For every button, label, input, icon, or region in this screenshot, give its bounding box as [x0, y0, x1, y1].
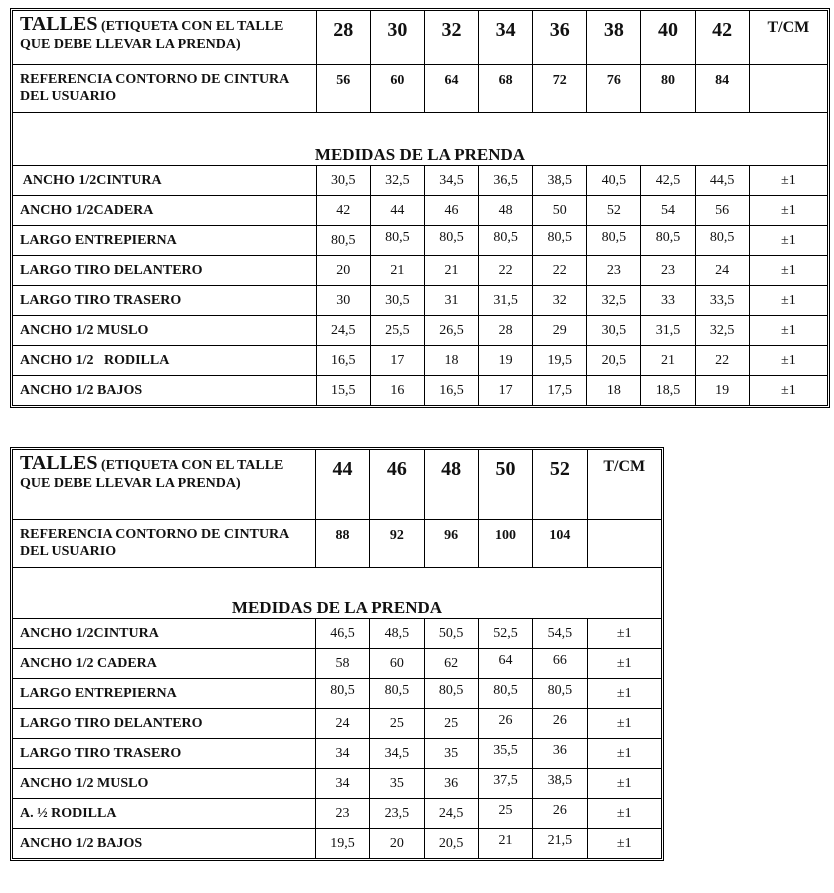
- measurement-value: 62: [425, 649, 479, 679]
- size-header: 28: [317, 10, 371, 65]
- measurement-value: 16: [371, 376, 425, 406]
- measurement-value: 38,5: [533, 165, 587, 196]
- measurement-value: 34: [316, 769, 370, 799]
- measurement-value: 22: [479, 256, 533, 286]
- measurement-value: 23: [641, 256, 695, 286]
- measurement-value: 52: [587, 196, 641, 226]
- measurement-label: ANCHO 1/2 BAJOS: [12, 829, 316, 859]
- measurement-value: 48: [479, 196, 533, 226]
- measurement-label: ANCHO 1/2 CADERA: [12, 649, 316, 679]
- measurement-label: LARGO ENTREPIERNA: [12, 226, 317, 256]
- measurement-value: 23: [587, 256, 641, 286]
- measurement-value: 30,5: [371, 286, 425, 316]
- measurement-value: 19,5: [533, 346, 587, 376]
- measurement-value: 64: [479, 649, 533, 679]
- talles-subtitle: (ETIQUETA CON EL TALLE QUE DEBE LLEVAR LA PRENDA): [20, 19, 284, 52]
- measurement-row: [12, 346, 828, 376]
- measurement-row: [12, 286, 828, 316]
- measurement-value: 30,5: [587, 316, 641, 346]
- size-table-2-grid: [12, 449, 662, 859]
- tolerance-value: ±1: [750, 165, 828, 196]
- size-header: 50: [479, 449, 533, 520]
- measurement-value: 37,5: [479, 769, 533, 799]
- measurement-value: 35: [370, 769, 424, 799]
- reference-value: 80: [641, 65, 695, 113]
- measurement-value: 20,5: [425, 829, 479, 859]
- measurement-value: 15,5: [317, 376, 371, 406]
- measurement-value: 50: [533, 196, 587, 226]
- size-table-1-grid: [12, 10, 828, 406]
- size-header: 34: [479, 10, 533, 65]
- talles-title: TALLES: [20, 13, 98, 35]
- reference-value: 68: [479, 65, 533, 113]
- measurement-row: [12, 769, 662, 799]
- measurement-value: 46,5: [316, 618, 370, 649]
- measurement-value: 18: [425, 346, 479, 376]
- measurement-value: 54: [641, 196, 695, 226]
- measurement-value: 80,5: [479, 226, 533, 256]
- size-header: 40: [641, 10, 695, 65]
- measurement-value: 31: [425, 286, 479, 316]
- measurement-value: 34: [316, 739, 370, 769]
- reference-tolerance-empty: [588, 520, 663, 568]
- tolerance-value: ±1: [750, 226, 828, 256]
- measurement-value: 22: [696, 346, 750, 376]
- measurement-value: 36,5: [479, 165, 533, 196]
- tolerance-value: ±1: [750, 256, 828, 286]
- measurement-value: 32,5: [371, 165, 425, 196]
- measurement-label: ANCHO 1/2CINTURA: [12, 165, 317, 196]
- measurement-row: [12, 165, 828, 196]
- tolerance-value: ±1: [750, 316, 828, 346]
- size-header: 36: [533, 10, 587, 65]
- measurement-value: 26: [479, 709, 533, 739]
- measurement-value: 46: [425, 196, 479, 226]
- tolerance-header: T/CM: [588, 449, 663, 520]
- measurement-value: 19: [696, 376, 750, 406]
- tolerance-value: ±1: [588, 649, 663, 679]
- measurement-value: 80,5: [533, 226, 587, 256]
- size-header: 30: [371, 10, 425, 65]
- size-header: 46: [370, 449, 424, 520]
- measurement-value: 80,5: [371, 226, 425, 256]
- talles-subtitle: (ETIQUETA CON EL TALLE QUE DEBE LLEVAR LA PRENDA): [20, 458, 284, 491]
- section-row: [12, 568, 662, 618]
- measurement-value: 35: [425, 739, 479, 769]
- reference-value: 64: [425, 65, 479, 113]
- measurement-value: 30,5: [317, 165, 371, 196]
- tolerance-value: ±1: [588, 739, 663, 769]
- measurement-value: 34,5: [425, 165, 479, 196]
- size-header: 32: [425, 10, 479, 65]
- measurement-row: [12, 799, 662, 829]
- reference-value: 60: [371, 65, 425, 113]
- measurement-value: 18: [587, 376, 641, 406]
- measurement-value: 25: [425, 709, 479, 739]
- measurement-label: LARGO TIRO DELANTERO: [12, 709, 316, 739]
- measurement-value: 54,5: [533, 618, 587, 649]
- reference-value: 88: [316, 520, 370, 568]
- measurement-label: LARGO TIRO DELANTERO: [12, 256, 317, 286]
- measurement-value: 21: [479, 829, 533, 859]
- measurement-value: 26: [533, 709, 587, 739]
- section-row: [12, 113, 828, 165]
- reference-tolerance-empty: [750, 65, 828, 113]
- measurement-row: [12, 256, 828, 286]
- measurement-value: 18,5: [641, 376, 695, 406]
- tolerance-value: ±1: [588, 799, 663, 829]
- measurement-value: 17: [479, 376, 533, 406]
- tolerance-value: ±1: [750, 376, 828, 406]
- measurement-value: 42,5: [641, 165, 695, 196]
- measurement-value: 66: [533, 649, 587, 679]
- measurement-value: 22: [533, 256, 587, 286]
- measurement-row: [12, 196, 828, 226]
- measurement-value: 23: [316, 799, 370, 829]
- reference-value: 92: [370, 520, 424, 568]
- measurement-value: 20,5: [587, 346, 641, 376]
- size-header: 38: [587, 10, 641, 65]
- measurement-label: LARGO TIRO TRASERO: [12, 739, 316, 769]
- measurement-value: 34,5: [370, 739, 424, 769]
- measurement-value: 80,5: [425, 226, 479, 256]
- measurement-value: 80,5: [533, 679, 587, 709]
- size-header: 48: [425, 449, 479, 520]
- measurement-value: 42: [317, 196, 371, 226]
- measurement-value: 26: [533, 799, 587, 829]
- measurement-value: 80,5: [641, 226, 695, 256]
- reference-value: 96: [425, 520, 479, 568]
- measurement-value: 28: [479, 316, 533, 346]
- measurement-label: A. ½ RODILLA: [12, 799, 316, 829]
- measurement-value: 80,5: [696, 226, 750, 256]
- measurement-value: 29: [533, 316, 587, 346]
- measurement-label: ANCHO 1/2CADERA: [12, 196, 317, 226]
- reference-value: 84: [696, 65, 750, 113]
- talles-title: TALLES: [20, 452, 98, 474]
- measurement-label: LARGO ENTREPIERNA: [12, 679, 316, 709]
- measurement-value: 56: [696, 196, 750, 226]
- measurement-value: 24,5: [317, 316, 371, 346]
- header-row: [12, 10, 828, 65]
- measurement-value: 30: [317, 286, 371, 316]
- size-header: 52: [533, 449, 587, 520]
- reference-value: 56: [317, 65, 371, 113]
- reference-value: 104: [533, 520, 587, 568]
- measurement-value: 25: [370, 709, 424, 739]
- measurement-value: 20: [317, 256, 371, 286]
- measurement-value: 17,5: [533, 376, 587, 406]
- measurement-value: 24: [696, 256, 750, 286]
- measurement-row: [12, 376, 828, 406]
- section-title: MEDIDAS DE LA PRENDA: [12, 568, 662, 618]
- measurement-value: 35,5: [479, 739, 533, 769]
- measurement-value: 44,5: [696, 165, 750, 196]
- measurement-value: 32,5: [587, 286, 641, 316]
- reference-row: [12, 65, 828, 113]
- reference-value: 76: [587, 65, 641, 113]
- measurement-row: [12, 739, 662, 769]
- reference-label: REFERENCIA CONTORNO DE CINTURA DEL USUARIO: [12, 520, 316, 568]
- measurement-value: 31,5: [479, 286, 533, 316]
- measurement-value: 50,5: [425, 618, 479, 649]
- measurement-label: ANCHO 1/2 RODILLA: [12, 346, 317, 376]
- measurement-value: 21: [371, 256, 425, 286]
- header-row: [12, 449, 662, 520]
- reference-row: [12, 520, 662, 568]
- tolerance-value: ±1: [750, 196, 828, 226]
- measurement-row: [12, 679, 662, 709]
- measurement-row: [12, 649, 662, 679]
- measurement-value: 24: [316, 709, 370, 739]
- measurement-value: 16,5: [317, 346, 371, 376]
- measurement-value: 40,5: [587, 165, 641, 196]
- talles-header-label: [12, 10, 317, 65]
- measurement-value: 80,5: [316, 679, 370, 709]
- measurement-value: 58: [316, 649, 370, 679]
- size-table-2: [10, 447, 664, 861]
- size-header: 44: [316, 449, 370, 520]
- measurement-value: 80,5: [317, 226, 371, 256]
- tolerance-header: T/CM: [750, 10, 828, 65]
- reference-value: 100: [479, 520, 533, 568]
- measurement-value: 20: [370, 829, 424, 859]
- measurement-value: 21: [641, 346, 695, 376]
- measurement-value: 80,5: [370, 679, 424, 709]
- measurement-value: 21,5: [533, 829, 587, 859]
- measurement-value: 32,5: [696, 316, 750, 346]
- measurements-body: [12, 618, 662, 859]
- tolerance-value: ±1: [588, 709, 663, 739]
- measurement-value: 25,5: [371, 316, 425, 346]
- measurement-row: [12, 618, 662, 649]
- measurement-value: 26,5: [425, 316, 479, 346]
- measurement-label: LARGO TIRO TRASERO: [12, 286, 317, 316]
- measurement-value: 48,5: [370, 618, 424, 649]
- measurement-label: ANCHO 1/2CINTURA: [12, 618, 316, 649]
- measurements-body: [12, 165, 828, 406]
- tolerance-value: ±1: [588, 769, 663, 799]
- size-header: 42: [696, 10, 750, 65]
- measurement-row: [12, 829, 662, 859]
- size-table-1: [10, 8, 830, 408]
- measurement-value: 17: [371, 346, 425, 376]
- measurement-value: 32: [533, 286, 587, 316]
- tolerance-value: ±1: [588, 618, 663, 649]
- measurement-value: 36: [425, 769, 479, 799]
- measurement-value: 44: [371, 196, 425, 226]
- measurement-value: 21: [425, 256, 479, 286]
- measurement-value: 52,5: [479, 618, 533, 649]
- measurement-value: 33,5: [696, 286, 750, 316]
- measurement-value: 38,5: [533, 769, 587, 799]
- measurement-row: [12, 226, 828, 256]
- measurement-value: 19,5: [316, 829, 370, 859]
- measurement-value: 25: [479, 799, 533, 829]
- tolerance-value: ±1: [750, 346, 828, 376]
- measurement-value: 23,5: [370, 799, 424, 829]
- measurement-value: 19: [479, 346, 533, 376]
- measurement-label: ANCHO 1/2 MUSLO: [12, 769, 316, 799]
- measurement-value: 80,5: [425, 679, 479, 709]
- measurement-value: 60: [370, 649, 424, 679]
- measurement-value: 33: [641, 286, 695, 316]
- tolerance-value: ±1: [588, 679, 663, 709]
- talles-header-label: [12, 449, 316, 520]
- measurement-value: 80,5: [479, 679, 533, 709]
- tolerance-value: ±1: [750, 286, 828, 316]
- measurement-value: 31,5: [641, 316, 695, 346]
- measurement-value: 16,5: [425, 376, 479, 406]
- measurement-label: ANCHO 1/2 BAJOS: [12, 376, 317, 406]
- tolerance-value: ±1: [588, 829, 663, 859]
- reference-value: 72: [533, 65, 587, 113]
- measurement-value: 80,5: [587, 226, 641, 256]
- measurement-label: ANCHO 1/2 MUSLO: [12, 316, 317, 346]
- measurement-row: [12, 316, 828, 346]
- reference-label: REFERENCIA CONTORNO DE CINTURA DEL USUARIO: [12, 65, 317, 113]
- measurement-value: 36: [533, 739, 587, 769]
- measurement-row: [12, 709, 662, 739]
- section-title: MEDIDAS DE LA PRENDA: [12, 113, 828, 165]
- measurement-value: 24,5: [425, 799, 479, 829]
